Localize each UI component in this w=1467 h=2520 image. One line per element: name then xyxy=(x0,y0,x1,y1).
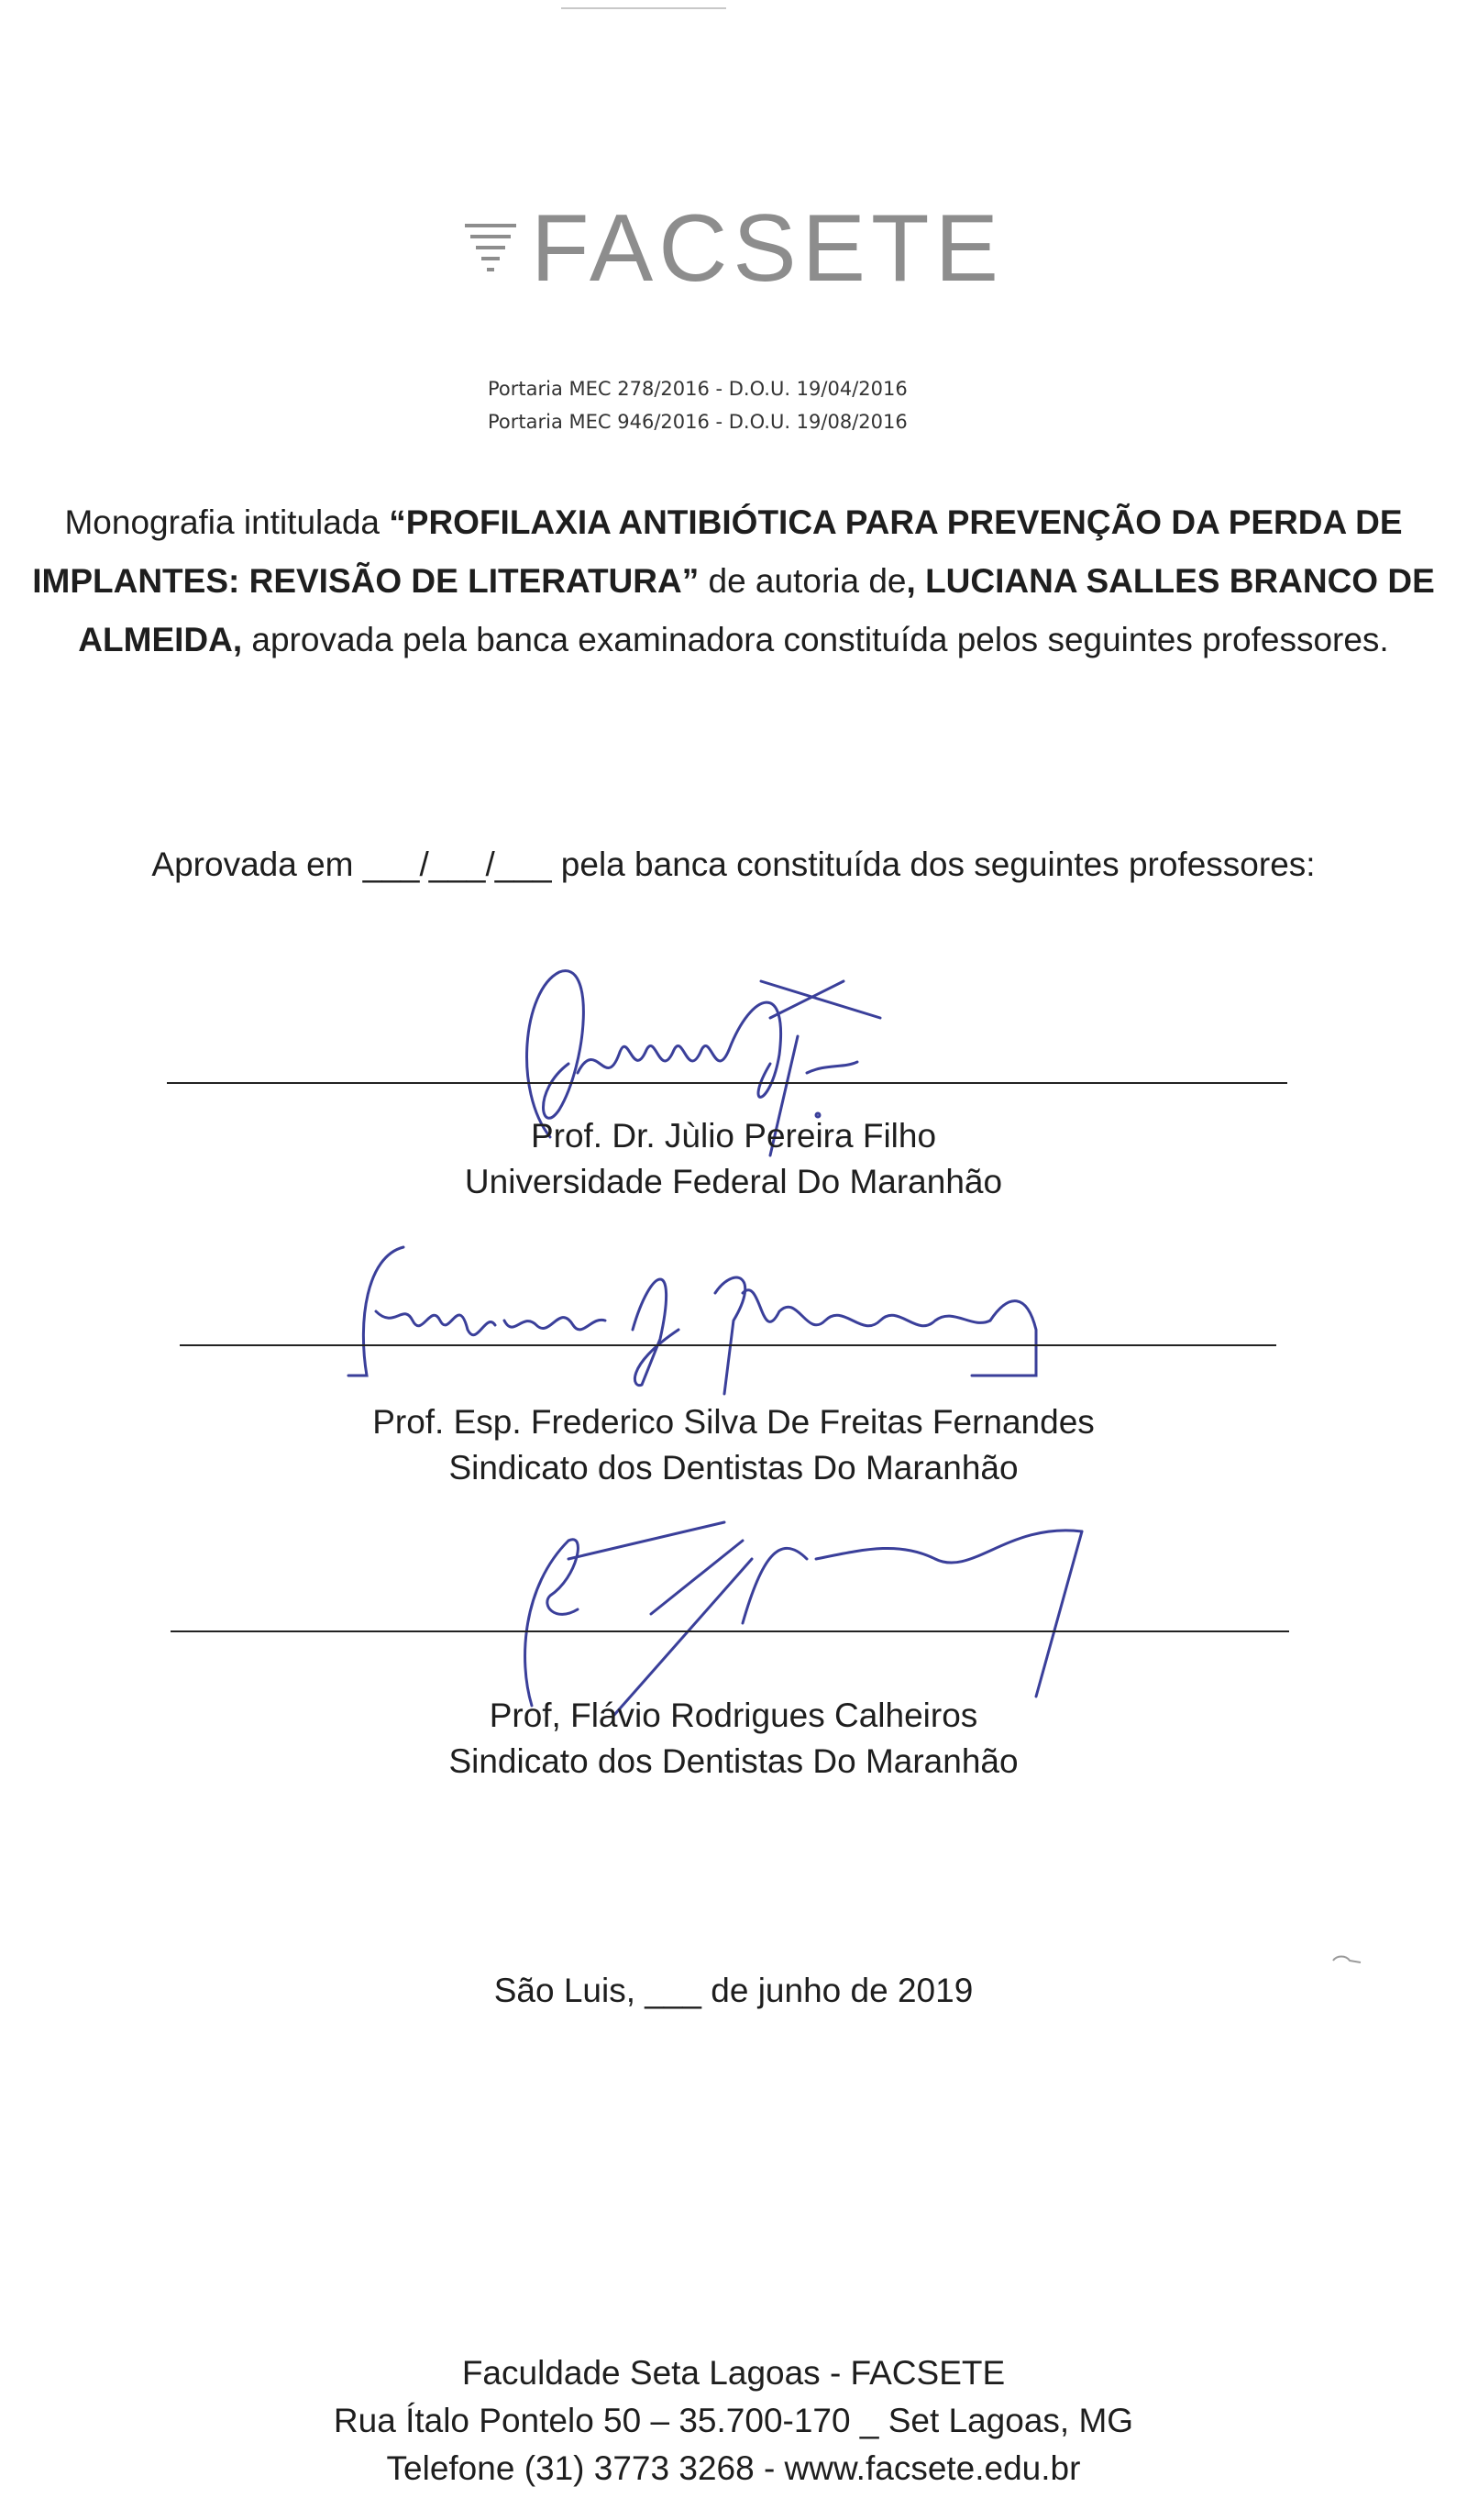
signature-line-2 xyxy=(180,1344,1276,1346)
approval-paragraph xyxy=(0,493,1467,669)
examiner-1-institution: Universidade Federal Do Maranhão xyxy=(464,1163,1003,1200)
signature-line-3 xyxy=(171,1630,1289,1632)
scan-artifact xyxy=(561,7,726,9)
portaria-line-2: Portaria MEC 946/2016 - D.O.U. 19/08/2016 xyxy=(488,411,908,433)
author-name: , LUCIANA SALLES BRANCO DE ALMEIDA, xyxy=(78,562,1435,658)
footer-line-3: Telefone (31) 3773 3268 - www.facsete.edu.br xyxy=(386,2449,1081,2487)
paragraph-intro: Monografia intitulada xyxy=(64,503,390,541)
examiner-3-name: Prof, Flávio Rodrigues Calheiros xyxy=(489,1697,978,1734)
footer-line-2: Rua Ítalo Pontelo 50 – 35.700-170 _ Set Lagoas, MG xyxy=(333,2402,1134,2439)
examiner-2-institution: Sindicato dos Dentistas Do Maranhão xyxy=(448,1449,1019,1487)
portaria-line-1: Portaria MEC 278/2016 - D.O.U. 19/04/2016 xyxy=(488,378,908,400)
paragraph-authorship: de autoria de xyxy=(699,562,907,600)
pencil-mark xyxy=(1328,1951,1364,1970)
examiner-2-name: Prof. Esp. Frederico Silva De Freitas Fernandes xyxy=(372,1403,1095,1441)
facsete-chevron-logo-icon xyxy=(463,216,518,281)
paragraph-rest: aprovada pela banca examinadora constituída pelos seguintes professores. xyxy=(242,621,1389,658)
approval-date-line: Aprovada em ___/___/___ pela banca constituída dos seguintes professores: xyxy=(151,846,1316,883)
examiner-3-institution: Sindicato dos Dentistas Do Maranhão xyxy=(448,1742,1019,1780)
place-date: São Luis, ___ de junho de 2019 xyxy=(493,1972,974,2009)
facsete-logo xyxy=(0,194,1467,302)
signature-2 xyxy=(330,1238,1109,1394)
monograph-title: “PROFILAXIA ANTIBIÓTICA PARA PREVENÇÃO DA PERDA DE IMPLANTES: REVISÃO DE LITERATURA” xyxy=(32,503,1403,600)
footer-line-1: Faculdade Seta Lagoas - FACSETE xyxy=(461,2354,1006,2392)
signature-line-1 xyxy=(167,1082,1287,1084)
logo-text: FACSETE xyxy=(531,194,1004,302)
signature-3 xyxy=(513,1504,1100,1715)
examiner-1-name: Prof. Dr. Jùlio Pereira Filho xyxy=(530,1117,937,1155)
institution-footer xyxy=(0,2349,1467,2492)
